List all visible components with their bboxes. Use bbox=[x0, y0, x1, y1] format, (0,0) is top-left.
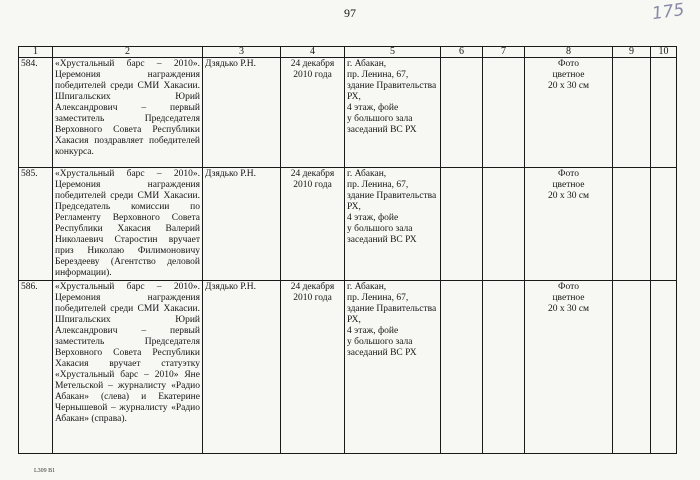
empty-cell bbox=[613, 168, 651, 281]
empty-cell bbox=[441, 58, 483, 168]
row-number: 584. bbox=[19, 58, 53, 168]
photo-description: «Хрустальный барс – 2010». Церемония награждения победителей среди СМИ Хакасии. Шпигальских Юрий Александрович – первый заместитель Председателя Верховного Совета Республики Хакасия вручает статуэтку «Хрустальный барс – 2010» Яне Метельской – журналисту «Радио Абакан» (слева) и Екатерине Чернышевой – журналисту «Радио Абакан» (справа). bbox=[53, 281, 203, 454]
empty-cell bbox=[483, 168, 525, 281]
column-number: 2 bbox=[53, 47, 203, 58]
photo-description: «Хрустальный барс – 2010». Церемония награждения победителей среди СМИ Хакасии. Шпигальских Юрий Александрович – первый заместитель Председателя Верховного Совета Республики Хакасия поздравляет победителей конкурса. bbox=[53, 58, 203, 168]
handwritten-page-mark: 175 bbox=[650, 0, 686, 25]
column-number: 4 bbox=[281, 47, 345, 58]
empty-cell bbox=[441, 168, 483, 281]
empty-cell bbox=[651, 58, 677, 168]
empty-cell bbox=[613, 58, 651, 168]
column-number: 1 bbox=[19, 47, 53, 58]
table-row bbox=[19, 58, 677, 168]
column-number: 7 bbox=[483, 47, 525, 58]
column-number: 8 bbox=[525, 47, 613, 58]
photo-place: г. Абакан, пр. Ленина, 67, здание Правительства РХ, 4 этаж, фойе у большого зала заседаний ВС РХ bbox=[345, 58, 441, 168]
empty-cell bbox=[441, 281, 483, 454]
table-row bbox=[19, 168, 677, 281]
photo-date: 24 декабря 2010 года bbox=[281, 58, 345, 168]
empty-cell bbox=[651, 281, 677, 454]
photo-author: Дзядько Р.Н. bbox=[203, 281, 281, 454]
registry-table bbox=[18, 46, 677, 454]
table-row bbox=[19, 281, 677, 454]
column-number: 3 bbox=[203, 47, 281, 58]
column-number: 10 bbox=[651, 47, 677, 58]
empty-cell bbox=[483, 281, 525, 454]
photo-format: Фото цветное 20 х 30 см bbox=[525, 58, 613, 168]
column-number: 5 bbox=[345, 47, 441, 58]
form-mark: L309 B1 bbox=[34, 468, 56, 474]
photo-format: Фото цветное 20 х 30 см bbox=[525, 281, 613, 454]
photo-description: «Хрустальный барс – 2010». Церемония награждения победителей среди СМИ Хакасии. Председатель комиссии по Регламенту Верховного Совета Республики Хакасия Валерий Николаевич Старостин вручает приз Николаю Филимоновичу Берездееву (Агентство деловой информации). bbox=[53, 168, 203, 281]
column-number: 9 bbox=[613, 47, 651, 58]
photo-author: Дзядько Р.Н. bbox=[203, 168, 281, 281]
photo-date: 24 декабря 2010 года bbox=[281, 281, 345, 454]
row-number: 586. bbox=[19, 281, 53, 454]
photo-place: г. Абакан, пр. Ленина, 67, здание Правительства РХ, 4 этаж, фойе у большого зала заседаний ВС РХ bbox=[345, 281, 441, 454]
empty-cell bbox=[613, 281, 651, 454]
empty-cell bbox=[483, 58, 525, 168]
empty-cell bbox=[651, 168, 677, 281]
row-number: 585. bbox=[19, 168, 53, 281]
photo-author: Дзядько Р.Н. bbox=[203, 58, 281, 168]
photo-place: г. Абакан, пр. Ленина, 67, здание Правительства РХ, 4 этаж, фойе у большого зала заседаний ВС РХ bbox=[345, 168, 441, 281]
photo-date: 24 декабря 2010 года bbox=[281, 168, 345, 281]
column-number: 6 bbox=[441, 47, 483, 58]
photo-format: Фото цветное 20 х 30 см bbox=[525, 168, 613, 281]
page-number: 97 bbox=[344, 6, 356, 20]
column-number-row bbox=[19, 47, 677, 58]
